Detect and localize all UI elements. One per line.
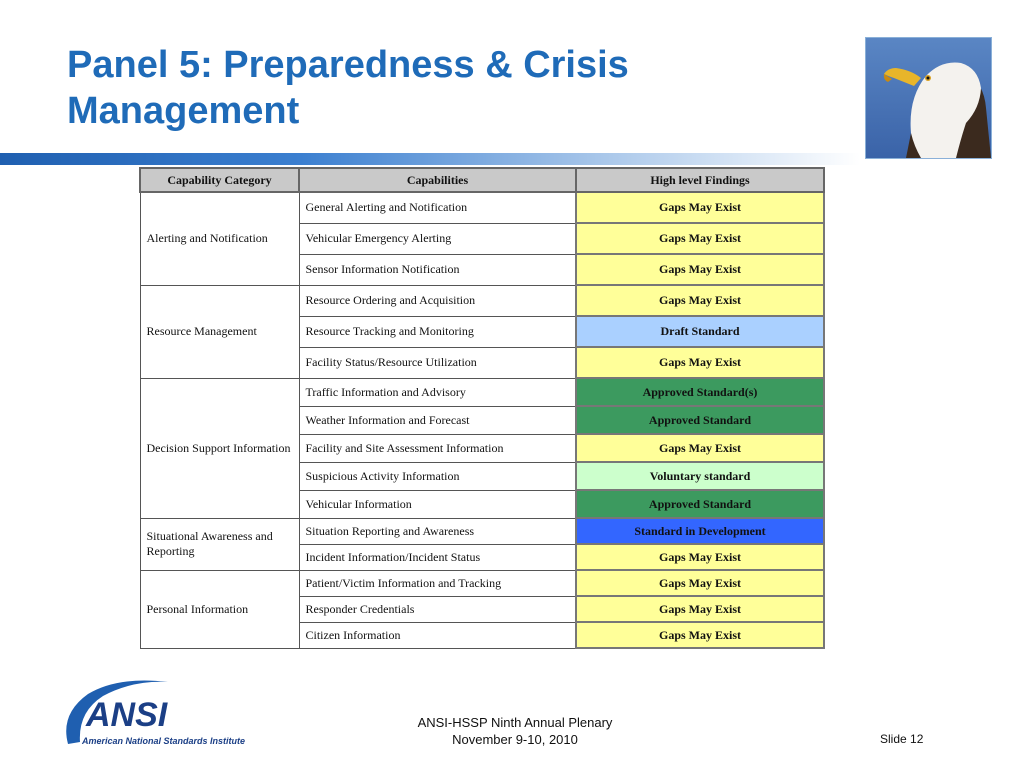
slide-title — [67, 42, 827, 134]
footer-event-line2: November 9-10, 2010 — [452, 732, 578, 747]
capability-cell: Resource Tracking and Monitoring — [299, 316, 576, 347]
eagle-icon — [865, 37, 992, 159]
header-high-level-findings: High level Findings — [576, 168, 824, 192]
finding-cell: Gaps May Exist — [576, 570, 824, 596]
capability-matrix-table — [139, 167, 825, 649]
finding-cell: Gaps May Exist — [576, 622, 824, 648]
slide-title-line2: Management — [67, 90, 300, 132]
capability-category-cell: Resource Management — [140, 285, 299, 378]
capability-cell: Vehicular Emergency Alerting — [299, 223, 576, 254]
header-capabilities: Capabilities — [299, 168, 576, 192]
slide-number: Slide 12 — [880, 732, 924, 746]
ansi-logo-icon — [58, 674, 273, 752]
ansi-logo-subtitle: American National Standards Institute — [82, 736, 246, 746]
finding-cell: Gaps May Exist — [576, 192, 824, 223]
finding-cell: Voluntary standard — [576, 462, 824, 490]
capability-cell: Traffic Information and Advisory — [299, 378, 576, 406]
finding-cell: Draft Standard — [576, 316, 824, 347]
table-row — [140, 285, 824, 316]
capability-cell: Sensor Information Notification — [299, 254, 576, 285]
table-row — [140, 518, 824, 544]
finding-cell: Approved Standard — [576, 490, 824, 518]
finding-cell: Gaps May Exist — [576, 544, 824, 570]
finding-cell: Gaps May Exist — [576, 285, 824, 316]
table-header-row — [140, 168, 824, 192]
capability-cell: Resource Ordering and Acquisition — [299, 285, 576, 316]
finding-cell: Gaps May Exist — [576, 347, 824, 378]
capability-cell: Responder Credentials — [299, 596, 576, 622]
capability-cell: Situation Reporting and Awareness — [299, 518, 576, 544]
footer-event — [380, 714, 650, 748]
table-row — [140, 378, 824, 406]
capability-cell: Weather Information and Forecast — [299, 406, 576, 434]
capability-category-cell: Personal Information — [140, 570, 299, 648]
finding-cell: Approved Standard(s) — [576, 378, 824, 406]
capability-cell: Patient/Victim Information and Tracking — [299, 570, 576, 596]
header-divider-bar — [0, 153, 860, 165]
finding-cell: Gaps May Exist — [576, 596, 824, 622]
capability-cell: Suspicious Activity Information — [299, 462, 576, 490]
capability-cell: Facility Status/Resource Utilization — [299, 347, 576, 378]
finding-cell: Standard in Development — [576, 518, 824, 544]
finding-cell: Gaps May Exist — [576, 254, 824, 285]
capability-cell: Incident Information/Incident Status — [299, 544, 576, 570]
table-row — [140, 192, 824, 223]
capability-cell: General Alerting and Notification — [299, 192, 576, 223]
capability-cell: Citizen Information — [299, 622, 576, 648]
table-row — [140, 570, 824, 596]
finding-cell: Approved Standard — [576, 406, 824, 434]
finding-cell: Gaps May Exist — [576, 223, 824, 254]
capability-cell: Facility and Site Assessment Information — [299, 434, 576, 462]
capability-category-cell: Alerting and Notification — [140, 192, 299, 285]
ansi-logo-text: ANSI — [86, 696, 168, 734]
capability-category-cell: Decision Support Information — [140, 378, 299, 518]
header-capability-category: Capability Category — [140, 168, 299, 192]
slide-title-line1: Panel 5: Preparedness & Crisis — [67, 44, 629, 86]
finding-cell: Gaps May Exist — [576, 434, 824, 462]
capability-cell: Vehicular Information — [299, 490, 576, 518]
footer-event-line1: ANSI-HSSP Ninth Annual Plenary — [417, 715, 613, 730]
capability-category-cell: Situational Awareness and Reporting — [140, 518, 299, 570]
